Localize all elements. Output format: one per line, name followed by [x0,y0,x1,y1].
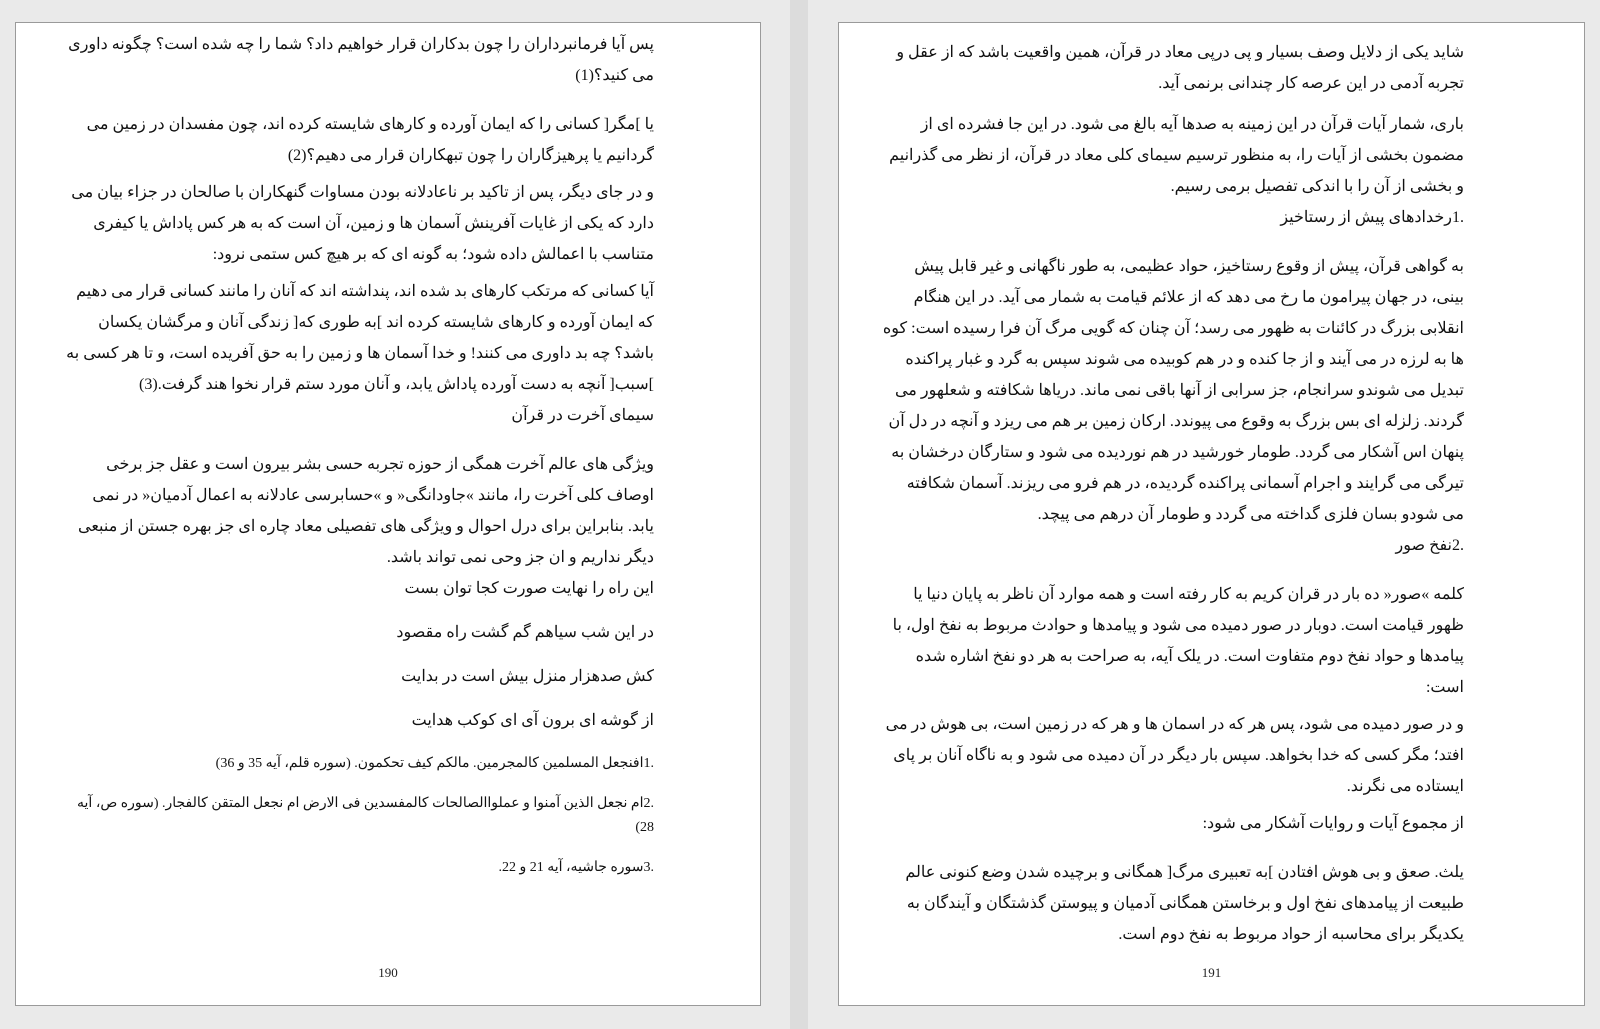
page-text [64,29,654,880]
paragraph: پس آیا فرمانبرداران را چون بدکاران قرار خواهیم داد؟ شما را چه شده است؟ چگونه داوری می کنید؟(1) [68,36,654,84]
paragraph: باری، شمار آیات قرآن در این زمینه به صدها آیه بالغ می شود. در این جا فشرده ای از مضمون بخشی از آیات را، به منظور ترسیم سیمای کلی معاد در قرآن، از نظر می گذرانیم و بخشی از آن را با اندکی تفصیل برمی رسیم. [889,116,1464,195]
page-text [882,37,1464,950]
verse-line: در این شب سیاهم گم گشت راه مقصود [396,624,654,641]
paragraph: یا ]مگر[ کسانی را که ایمان آورده و کارهای شایسته کرده اند، چون مفسدان در زمین می گردانیم یا پرهیزگاران را چون تبهکاران قرار می دهیم؟(2) [86,116,654,164]
paragraph: و در جای دیگر، پس از تاکید بر ناعادلانه بودن مساوات گنهکاران با صالحان در جزاء بیان می دارد که یکی از غایات آفرینش آسمان ها و زمین، آن است که به هر کس پاداش یا کیفری متناسب با اعمالش داده شود؛ به گونه ای که بر هیچ کس ستمی نرود: [71,184,654,263]
section-heading: .2نفخ صور [1395,537,1464,554]
section-heading: سیمای آخرت در قرآن [511,407,654,424]
footnote: .3سوره جاشیه، آیه 21 و 22. [498,860,654,875]
verse-line: از گوشه ای برون آی ای کوکب هدایت [411,712,654,729]
footnote: .2ام نجعل الذین آمنوا و عملواالصالحات کالمفسدین فی الارض ام نجعل المتقن کالفجار. (سوره ص، آیه 28) [77,796,654,835]
page-191 [838,22,1585,1006]
section-heading: .1رخدادهای پیش از رستاخیز [1280,209,1464,226]
page-number: 191 [1201,965,1222,980]
paragraph: کلمه »صور« ده بار در قران کریم به کار رفته است و همه موارد آن ناظر به پایان دنیا یا ظهور قیامت است. دوبار در صور دمیده می شود و پیامدها و حوادث مربوط به نفخ اول، با پیامدها و حواد نفخ دوم متفاوت است. در یلک آیه، به صراحت به هر دو نفخ اشاره شده است: [892,586,1464,696]
paragraph: از مجموع آیات و روایات آشکار می شود: [1202,815,1464,832]
paragraph: ویژگی های عالم آخرت همگی از حوزه تجربه حسی بشر بیرون است و عقل جز برخی اوصاف کلی آخرت را، مانند »جاودانگی« و »حسابرسی عادلانه به اعمال آدمیان« در نمی یابد. بنابراین برای درل احوال و ویژگی های تفصیلی معاد چاره ای جز بهره جستن از منبعی دیگر نداریم و ان جز وحی نمی تواند باشد. [77,456,654,566]
verse-line: کش صدهزار منزل بیش است در بدایت [401,668,654,685]
page-number: 190 [378,965,398,980]
paragraph: و در صور دمیده می شود، پس هر که در اسمان ها و هر که در زمین است، بی هوش در می افتد؛ مگر کسی که خدا بخواهد. سپس بار دیگر در آن دمیده می شود و به ناگاه آنان بر پای ایستاده می نگرند. [885,716,1464,795]
verse-line: این راه را نهایت صورت کجا توان بست [404,580,654,597]
page-190 [15,22,761,1006]
paragraph: شاید یکی از دلایل وصف بسیار و پی درپی معاد در قرآن، همین واقعیت باشد که از عقل و تجربه آدمی در این عرصه کار چندانی برنمی آید. [896,44,1464,92]
footnote: .1افنجعل المسلمین کالمجرمین. مالکم کیف تحکمون. (سوره قلم، آیه 35 و 36) [215,756,654,771]
paragraph: آیا کسانی که مرتکب کارهای بد شده اند، پنداشته اند که آنان را مانند کسانی قرار می دهیم که ایمان آورده و کارهای شایسته کرده اند ]به طوری که[ زندگی آنان و مرگشان یکسان باشد؟ چه بد داوری می کنند! و خدا آسمان ها و زمین را به حق آفریده است، و تا هر کسی به ]سبب[ آنچه به دست آورده پاداش یابد، و آنان مورد ستم قرار نخوا هند گرفت.(3) [66,283,654,393]
paragraph: به گواهی قرآن، پیش از وقوع رستاخیز، حواد عظیمی، به طور ناگهانی و غیر قابل پیش بینی، در جهان پیرامون ما رخ می دهد که از علائم قیامت به شمار می آید. در این هنگام انقلابی بزرگ در کائنات به ظهور می رسد؛ آن چنان که گویی مرگ آن فرا رسیده است: کوه ها به لرزه در می آیند و از جا کنده و در هم کوبیده می شوند سپس به گرد و غبار پراکنده تبدیل می شوندو سرانجام، جز سرابی از آنها باقی نمی ماند. دریاها شکافته و شعلهور می گردند. زلزله ای بس بزرگ به وقوع می پیوندد. ارکان زمین بر هم می ریزد و آنچه در دل آن پنهان اس آشکار می گردد. طومار خورشید در هم نوردیده می شود و ستارگان درخشان به تیرگی می گرایند و اجرام آسمانی پراکنده گردیده، در هم فرو می ریزند. آسمان شکافته می شودو بسان فلزی گداخته می گردد و طومار آن درهم می پیچد. [882,258,1464,523]
page-gutter [790,0,808,1029]
paragraph: یلث. صعق و بی هوش افتادن ]به تعبیری مرگ[ همگانی و برچیده شدن وضع کنونی عالم طبیعت از پیامدهای نفخ اول و برخاستن همگانی آدمیان و پیوستن گذشتگان و آیندگان به یکدیگر برای محاسبه از حواد مربوط به نفخ دوم است. [905,864,1464,943]
